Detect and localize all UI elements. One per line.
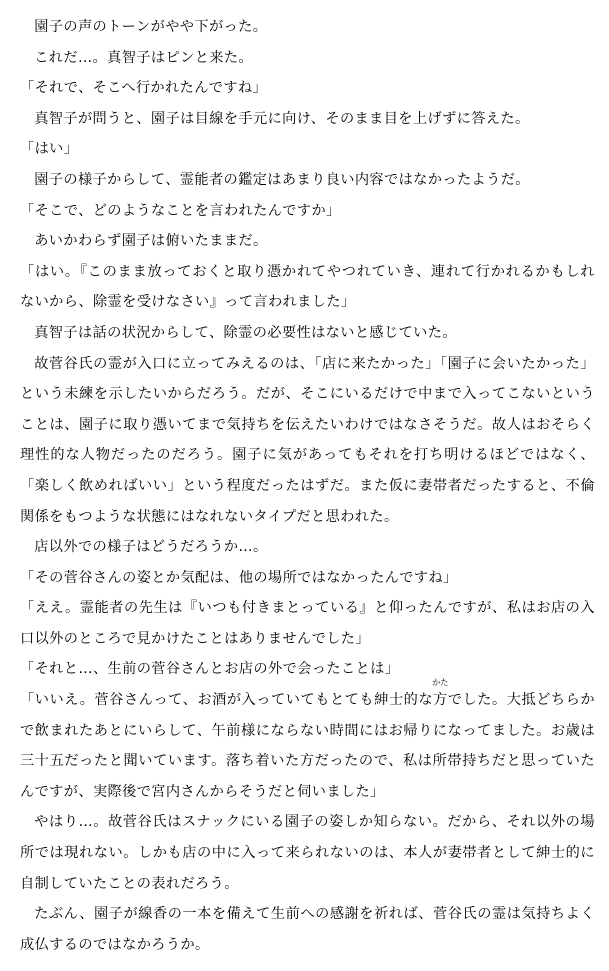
paragraph-18: たぶん、園子が線香の一本を備えて生前への感謝を祈れば、菅谷氏の霊は気持ちよく成仏するのではなかろうか。: [20, 906, 595, 953]
ruby-base: 方: [433, 692, 448, 709]
paragraph-3: 「それで、そこへ行かれたんですね」: [20, 80, 268, 97]
paragraph-11: 故菅谷氏の霊が入口に立ってみえるのは、「店に来たかった」「園子に会いたかった」という未練を示したいからだろう。だが、そこにいるだけで中まで入ってこないということは、園子に取り憑いてまで気持ちを伝えたいわけではなさそうだ。故人はおそらく理性的な人物だったのだろう。園子に気があってもそれを打ち明けるほどではなく、「楽しく飲めればいい」という程度だったはずだ。また仮に妻帯者だったすると、不倫関係をもつような状態にはなれないタイプだと思われた。: [20, 355, 595, 525]
ruby-reading: かた: [432, 678, 449, 688]
paragraph-16-after: でした。大抵どちらかで飲まれたあとにいらして、午前様にならない時間にはお帰りになってました。お歳は三十五だったと聞いています。落ち着いた方だったので、私は所帯持ちだと思っていたんですが、実際後で宮内さんからそうだと伺いました」: [20, 692, 595, 800]
paragraph-5: 「はい」: [20, 141, 79, 158]
paragraph-10: 真智子は話の状況からして、除霊の必要性はないと感じていた。: [34, 324, 457, 341]
paragraph-8: あいかわらず園子は俯いたままだ。: [34, 233, 268, 250]
paragraph-16: [20, 678, 595, 807]
paragraph-4: 真智子が問うと、園子は目線を手元に向け、そのまま目を上げずに答えた。: [34, 110, 530, 127]
paragraph-17: やはり…。故菅谷氏はスナックにいる園子の姿しか知らない。だから、それ以外の場所では現れない。しかも店の中に入って来られないのは、本人が妻帯者として紳士的に自制していたことの表れだろう。: [20, 814, 595, 892]
paragraph-16-before: 「いいえ。菅谷さんって、お酒が入っていてもとても紳士的な: [20, 692, 434, 709]
paragraph-2: これだ…。真智子はピンと来た。: [34, 49, 254, 66]
paragraph-7: 「そこで、どのようなことを言われたんですか」: [20, 202, 341, 219]
paragraph-12: 店以外での様子はどうだろうか…。: [34, 539, 268, 556]
paragraph-9: 「はい。『このまま放っておくと取り憑かれてやつれていき、連れて行かれるかもしれないから、除霊を受けなさい』って言われました」: [20, 263, 595, 311]
paragraph-6: 園子の様子からして、霊能者の鑑定はあまり良い内容ではなかったようだ。: [34, 171, 530, 188]
ruby-word: [432, 678, 449, 716]
paragraph-1: 園子の声のトーンがやや下がった。: [34, 19, 268, 35]
paragraph-13: 「その菅谷さんの姿とか気配は、他の場所ではなかったんですね」: [20, 569, 458, 586]
paragraph-14: 「ええ。霊能者の先生は『いつも付きまとっている』と仰ったんですが、私はお店の入口以外のところで見かけたことはありませんでした」: [20, 600, 595, 647]
paragraph-15: 「それと…、生前の菅谷さんとお店の外で会ったことは」: [20, 661, 400, 678]
